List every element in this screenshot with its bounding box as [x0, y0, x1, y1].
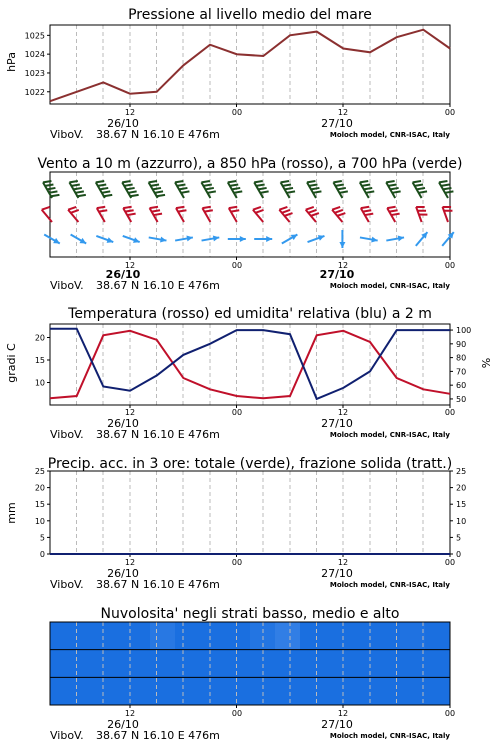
wind-barb: [175, 181, 189, 198]
barb-feather: [68, 207, 76, 210]
barb-feather: [71, 184, 79, 185]
barb-feather: [69, 181, 77, 182]
precip-frame: [50, 471, 450, 554]
wind-arrow: [44, 235, 60, 244]
barb-feather: [333, 181, 341, 182]
barb-feather: [387, 207, 395, 208]
credit-text: Moloch model, CNR-ISAC, Italy: [329, 431, 450, 439]
arrow-head: [266, 236, 272, 242]
barb-feather: [73, 188, 81, 189]
wind-barb: [416, 207, 427, 222]
wind-barb: [279, 207, 292, 222]
cloud-cell: [100, 677, 126, 705]
tick-label: 12: [337, 709, 349, 718]
wind-barb: [254, 181, 268, 198]
barb-feather: [150, 207, 158, 208]
y-tick-label: 100: [456, 326, 472, 336]
location-coords: 38.67 N 16.10 E 476m: [96, 279, 220, 292]
location-name: ViboV.: [50, 428, 84, 441]
cloud-cell: [300, 650, 326, 678]
wind-barb: [386, 181, 400, 198]
y-tick-label: 5: [456, 533, 462, 543]
barb-feather: [155, 191, 163, 192]
wind-arrow: [442, 232, 454, 246]
footer-pressure: [50, 108, 455, 141]
barb-feather: [366, 191, 374, 192]
cloud-cell: [325, 677, 351, 705]
cloud-cell: [150, 650, 176, 678]
barb-feather: [153, 188, 161, 189]
barb-feather: [71, 210, 79, 213]
wind-barb: [228, 181, 242, 198]
barb-feather: [97, 207, 105, 208]
y-tick-label: 1023: [24, 68, 45, 78]
tick-label: 12: [337, 261, 349, 270]
y-tick-label: 5: [39, 533, 45, 543]
barb-feather: [311, 188, 319, 189]
cloud-cell: [400, 622, 426, 650]
tick-label: 12: [337, 558, 349, 567]
location-name: ViboV.: [50, 128, 84, 141]
wind-title: Vento a 10 m (azzurro), a 850 hPa (rosso), a 700 hPa (verde): [37, 156, 463, 172]
cloud-cell: [200, 622, 226, 650]
barb-feather: [154, 214, 162, 215]
barb-feather: [389, 210, 397, 211]
barb-feather: [104, 195, 112, 196]
wind-barb: [123, 207, 135, 222]
cloud-cell: [150, 622, 176, 650]
barb-feather: [417, 188, 425, 189]
barb-feather: [123, 207, 131, 208]
barb-feather: [122, 181, 130, 182]
wind-barb: [201, 181, 215, 198]
barb-feather: [413, 181, 421, 182]
barb-feather: [149, 181, 157, 182]
wind-barb: [122, 181, 138, 198]
y-tick-label: 25: [34, 467, 45, 476]
wind-arrow: [96, 236, 113, 243]
barb-feather: [127, 214, 135, 215]
wind-arrow: [416, 232, 428, 246]
date-label: 26/10: [107, 567, 139, 580]
date-label: 26/10: [107, 417, 139, 430]
cloud-cell: [425, 677, 451, 705]
cloud-cell: [425, 622, 451, 650]
barb-feather: [232, 188, 240, 189]
barb-feather: [335, 210, 343, 213]
wind-barb: [387, 207, 399, 222]
wind-barb: [253, 207, 264, 222]
barb-feather: [77, 195, 85, 196]
barb-feather: [202, 207, 210, 208]
tick-label: 12: [337, 408, 349, 417]
barb-feather: [204, 210, 212, 211]
wind-barb: [439, 181, 453, 198]
barb-feather: [283, 184, 291, 185]
y-tick-label: 20: [34, 483, 45, 493]
tick-label: 12: [124, 709, 136, 718]
barb-feather: [335, 184, 343, 185]
barb-feather: [256, 184, 264, 185]
wind-barb: [150, 207, 162, 222]
barb-feather: [126, 188, 134, 189]
footer-clouds: [50, 709, 455, 742]
humidity-line: [50, 329, 450, 399]
clouds-title: Nuvolosita' negli strati basso, medio e alto: [100, 606, 400, 622]
y-tick-label: 10: [456, 516, 467, 526]
barb-feather: [390, 188, 398, 189]
barb-feather: [51, 195, 59, 196]
tick-label: 00: [444, 261, 456, 270]
barb-feather: [258, 188, 266, 189]
tick-label: 12: [124, 261, 136, 270]
credit-text: Moloch model, CNR-ISAC, Italy: [329, 581, 450, 589]
barb-feather: [279, 207, 287, 210]
wind-barb: [97, 207, 107, 222]
cloud-cell: [125, 650, 151, 678]
cloud-cell: [225, 650, 251, 678]
barb-feather: [391, 214, 399, 215]
barb-feather: [151, 184, 159, 185]
barb-feather: [176, 207, 184, 208]
wind-arrow: [360, 237, 378, 243]
tick-label: 00: [231, 261, 243, 270]
barb-feather: [178, 210, 186, 211]
temp-frame: [50, 324, 450, 405]
wind-arrow: [123, 236, 140, 243]
wind-barb: [360, 181, 374, 198]
barb-feather: [255, 210, 263, 213]
cloud-cell: [200, 650, 226, 678]
date-label: 27/10: [321, 567, 353, 580]
location-coords: 38.67 N 16.10 E 476m: [96, 578, 220, 591]
cloud-cell: [175, 677, 201, 705]
wind-arrow: [339, 230, 345, 248]
footer-wind: [50, 261, 455, 292]
barb-feather: [337, 188, 345, 189]
barb-feather: [281, 181, 289, 182]
barb-feather: [445, 191, 453, 192]
barb-feather: [388, 184, 396, 185]
location-coords: 38.67 N 16.10 E 476m: [96, 729, 220, 742]
barb-feather: [96, 181, 104, 182]
cloud-cell: [225, 622, 251, 650]
arrow-head: [240, 236, 246, 242]
credit-text: Moloch model, CNR-ISAC, Italy: [329, 131, 450, 139]
cloud-cell: [400, 677, 426, 705]
wind-barb: [281, 181, 295, 198]
wind-barb: [43, 181, 59, 198]
barb-feather: [441, 184, 449, 185]
wind-barb: [149, 181, 165, 198]
barb-feather: [205, 188, 213, 189]
cloud-cell: [50, 622, 76, 650]
y-tick-label: 0: [39, 550, 45, 559]
barb-feather: [98, 184, 106, 185]
barb-feather: [439, 181, 447, 182]
cloud-cell: [125, 622, 151, 650]
cloud-cell: [75, 622, 101, 650]
pressure-frame: [50, 25, 450, 104]
arrow-head: [339, 242, 345, 248]
tick-label: 00: [231, 108, 243, 117]
date-label: 27/10: [321, 117, 353, 130]
pressure-line: [50, 30, 450, 102]
cloud-cell: [100, 650, 126, 678]
barb-feather: [128, 191, 136, 192]
cloud-cell: [100, 622, 126, 650]
barb-feather: [364, 188, 372, 189]
barb-feather: [234, 191, 242, 192]
y-tick-label: 15: [34, 500, 45, 510]
barb-feather: [100, 188, 108, 189]
wind-arrow: [149, 237, 167, 243]
y-tick-label: 1024: [24, 50, 45, 60]
barb-feather: [75, 191, 83, 192]
cloud-cell: [350, 677, 376, 705]
wind-barb: [68, 207, 79, 222]
tick-label: 12: [124, 408, 136, 417]
barb-feather: [443, 188, 451, 189]
tick-label: 12: [124, 108, 136, 117]
wind-barb: [333, 181, 347, 198]
barb-feather: [254, 181, 262, 182]
y-tick-label: 70: [456, 367, 467, 377]
location-coords: 38.67 N 16.10 E 476m: [96, 428, 220, 441]
cloud-cell: [275, 622, 301, 650]
barb-feather: [362, 184, 370, 185]
barb-feather: [42, 207, 50, 210]
temp-title: Temperatura (rosso) ed umidita' relativa (blu) a 2 m: [68, 306, 432, 322]
barb-feather: [361, 207, 369, 208]
wind-arrow: [386, 236, 404, 242]
wind-barb: [202, 207, 212, 222]
y-tick-label: 60: [456, 381, 467, 391]
precip-ylabel: mm: [5, 502, 18, 524]
barb-feather: [313, 191, 321, 192]
barb-feather: [47, 188, 55, 189]
barb-feather: [181, 191, 189, 192]
wind-barb: [443, 207, 453, 222]
barb-feather: [284, 213, 292, 216]
date-label: 27/10: [321, 718, 353, 731]
cloud-cell: [125, 677, 151, 705]
tick-label: 00: [231, 709, 243, 718]
cloud-cell: [400, 650, 426, 678]
cloud-cell: [300, 677, 326, 705]
barb-feather: [260, 191, 268, 192]
y-tick-label: 20: [34, 333, 45, 343]
y-tick-label: 10: [34, 378, 45, 388]
temp-ylabel: gradi C: [5, 343, 18, 383]
y-tick-label: 1025: [24, 31, 45, 41]
date-label: 27/10: [321, 417, 353, 430]
location-coords: 38.67 N 16.10 E 476m: [96, 128, 220, 141]
cloud-cell: [175, 650, 201, 678]
wind-arrow: [175, 236, 193, 242]
barb-feather: [360, 181, 368, 182]
cloud-cell: [75, 650, 101, 678]
cloud-cell: [425, 650, 451, 678]
cloud-cell: [275, 677, 301, 705]
y-tick-label: 15: [34, 356, 45, 365]
precip-title: Precip. acc. in 3 ore: totale (verde), frazione solida (tratt.): [47, 456, 453, 472]
y-tick-label: 50: [456, 394, 467, 404]
wind-barb: [176, 207, 186, 222]
barb-feather: [337, 213, 345, 216]
y-tick-label: 15: [456, 500, 467, 510]
barb-feather: [175, 181, 183, 182]
barb-feather: [311, 213, 319, 216]
tick-label: 00: [444, 408, 456, 417]
pressure-title: Pressione al livello medio del mare: [128, 7, 372, 23]
tick-label: 00: [444, 108, 456, 117]
barb-feather: [415, 184, 423, 185]
tick-label: 12: [337, 108, 349, 117]
barb-feather: [124, 184, 132, 185]
cloud-cell: [50, 677, 76, 705]
cloud-cell: [200, 677, 226, 705]
y-tick-label: 1022: [24, 87, 45, 97]
barb-feather: [231, 210, 239, 211]
barb-feather: [253, 207, 261, 210]
barb-feather: [339, 191, 347, 192]
footer-temp: [50, 408, 455, 441]
barb-feather: [229, 207, 237, 208]
barb-feather: [307, 181, 315, 182]
wind-barb: [361, 207, 373, 222]
barb-feather: [287, 191, 295, 192]
barb-feather: [102, 191, 110, 192]
cloud-cell: [300, 622, 326, 650]
location-name: ViboV.: [50, 578, 84, 591]
wind-barb: [69, 181, 85, 198]
barb-feather: [177, 184, 185, 185]
y-tick-label: 20: [456, 483, 467, 493]
date-label: 27/10: [319, 268, 355, 281]
barb-feather: [230, 184, 238, 185]
barb-feather: [228, 181, 236, 182]
barb-feather: [363, 210, 371, 211]
tick-label: 00: [231, 558, 243, 567]
barb-feather: [203, 184, 211, 185]
date-label: 26/10: [107, 117, 139, 130]
cloud-cell: [325, 650, 351, 678]
y-tick-label: 10: [34, 516, 45, 526]
y-tick-label: 90: [456, 339, 467, 349]
barb-feather: [392, 191, 400, 192]
cloud-cell: [75, 677, 101, 705]
barb-feather: [285, 188, 293, 189]
barb-feather: [179, 188, 187, 189]
barb-feather: [130, 195, 138, 196]
cloud-cell: [350, 650, 376, 678]
y-tick-label: 0: [456, 550, 462, 559]
credit-text: Moloch model, CNR-ISAC, Italy: [329, 282, 450, 290]
barb-feather: [332, 207, 340, 210]
barb-feather: [99, 210, 107, 211]
barb-feather: [309, 184, 317, 185]
cloud-cell: [225, 677, 251, 705]
barb-feather: [282, 210, 290, 213]
wind-barb: [413, 181, 427, 198]
barb-feather: [201, 181, 209, 182]
footer-precip: [50, 558, 455, 591]
barb-feather: [49, 191, 57, 192]
date-label: 26/10: [105, 268, 141, 281]
credit-text: Moloch model, CNR-ISAC, Italy: [329, 732, 450, 740]
date-label: 26/10: [107, 718, 139, 731]
barb-feather: [419, 191, 427, 192]
wind-arrow: [71, 235, 87, 244]
cloud-cell: [325, 622, 351, 650]
wind-barb: [307, 181, 321, 198]
barb-feather: [152, 210, 160, 211]
tick-label: 00: [444, 709, 456, 718]
barb-feather: [43, 181, 51, 182]
tick-label: 00: [231, 408, 243, 417]
y-tick-label: 25: [456, 467, 467, 476]
cloud-cell: [175, 622, 201, 650]
cloud-cell: [350, 622, 376, 650]
wind-barb: [96, 181, 112, 198]
tick-label: 00: [444, 558, 456, 567]
cloud-cell: [50, 650, 76, 678]
cloud-cell: [150, 677, 176, 705]
barb-feather: [306, 207, 314, 210]
barb-shaft: [443, 207, 448, 222]
barb-feather: [207, 191, 215, 192]
y-tick-label: 80: [456, 353, 467, 363]
temp-y2label: %: [480, 357, 493, 369]
barb-feather: [386, 181, 394, 182]
pressure-ylabel: hPa: [5, 52, 18, 72]
barb-feather: [45, 184, 53, 185]
barb-feather: [308, 210, 316, 213]
location-name: ViboV.: [50, 729, 84, 742]
cloud-cell: [275, 650, 301, 678]
barb-feather: [157, 195, 165, 196]
barb-feather: [125, 210, 133, 211]
location-name: ViboV.: [50, 279, 84, 292]
wind-barb: [229, 207, 239, 222]
tick-label: 12: [124, 558, 136, 567]
barb-feather: [365, 214, 373, 215]
